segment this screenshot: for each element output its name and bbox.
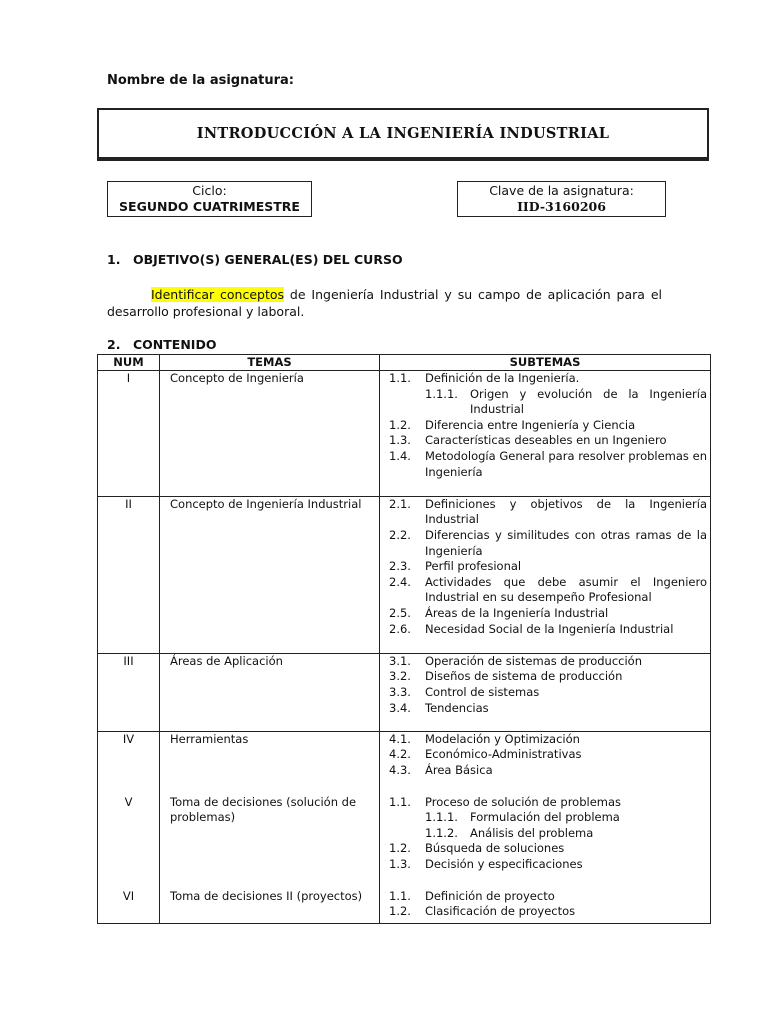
subtopic-text: Perfil profesional: [425, 559, 522, 574]
subtopic-text: Económico-Administrativas: [425, 747, 582, 762]
subtopic-item: [380, 810, 710, 826]
tema-block: [160, 497, 379, 653]
section-contenido-heading: [107, 337, 216, 352]
block-spacer: [98, 873, 159, 889]
subject-title: INTRODUCCIÓN A LA INGENIERÍA INDUSTRIAL: [196, 125, 610, 142]
subtopic-text: Definiciones y objetivos de la Ingeniería Industrial: [425, 496, 707, 527]
ciclo-value: SEGUNDO CUATRIMESTRE: [119, 199, 300, 214]
subtopic-item: [380, 669, 710, 685]
subtopic-item: [380, 559, 710, 575]
clave-value: IID-3160206: [517, 199, 606, 214]
subtopic-text: Proceso de solución de problemas: [425, 794, 622, 809]
subtopic-text: Decisión y especificaciones: [425, 856, 583, 871]
subtopic-number: 2.3.: [389, 559, 411, 574]
topic-title: Concepto de Ingeniería: [170, 371, 304, 385]
topic-title: Áreas de Aplicación: [170, 653, 283, 668]
row-num-cell: [98, 653, 160, 731]
section-number: 1.: [107, 252, 121, 267]
subtopic-number: 1.1.1.: [425, 386, 458, 401]
num-block: [98, 732, 159, 779]
subtopic-text: Modelación y Optimización: [425, 731, 580, 746]
subtopic-number: 1.2.: [389, 417, 411, 432]
subtopic-item: [380, 857, 710, 873]
subtopic-item: [380, 433, 710, 449]
subtopic-number: 4.1.: [389, 731, 411, 746]
table-row: [98, 653, 711, 731]
subtopic-number: 1.1.1.: [425, 810, 458, 825]
subtopic-list: [380, 654, 710, 716]
subject-label: Nombre de la asignatura:: [107, 73, 294, 88]
subtopic-text: Origen y evolución de la Ingeniería Industrial: [470, 386, 707, 417]
block-spacer: [98, 779, 159, 795]
clave-label: Clave de la asignatura:: [489, 183, 634, 198]
row-subtemas-cell: [380, 731, 711, 923]
table-header-row: [98, 355, 711, 371]
subtopic-text: Características deseables en un Ingeniero: [425, 433, 667, 448]
subtopic-number: 3.4.: [389, 700, 411, 715]
subtopic-text: Diferencia entre Ingeniería y Ciencia: [425, 417, 636, 432]
header-subtemas: SUBTEMAS: [380, 355, 711, 371]
subtopic-number: 2.5.: [389, 605, 411, 620]
row-num-cell: [98, 496, 160, 653]
subtopic-item: [380, 449, 710, 480]
subtopic-item: [380, 497, 710, 528]
subtopic-number: 1.3.: [389, 856, 411, 871]
table-row: [98, 496, 711, 653]
block-spacer: [160, 779, 379, 795]
subtopic-number: 1.4.: [389, 448, 411, 463]
subtopic-item: [380, 606, 710, 622]
topic-title: Toma de decisiones II (proyectos): [170, 888, 363, 903]
topic-title: Toma de decisiones (solución de problemas): [170, 794, 357, 825]
section-number: 2.: [107, 337, 121, 352]
subtopic-number: 3.3.: [389, 684, 411, 699]
subtopic-number: 1.2.: [389, 841, 411, 856]
clave-box: [457, 181, 666, 217]
section-title: OBJETIVO(S) GENERAL(ES) DEL CURSO: [133, 252, 403, 267]
subtopic-number: 4.2.: [389, 747, 411, 762]
subtopic-item: [380, 654, 710, 670]
subtopic-list: [380, 889, 710, 920]
subtopic-item: [380, 387, 710, 418]
subtopic-text: Búsqueda de soluciones: [425, 841, 565, 856]
block-spacer: [160, 873, 379, 889]
subtopic-list: [380, 497, 710, 637]
row-subtemas-cell: [380, 653, 711, 731]
table-row: [98, 371, 711, 497]
row-tema-cell: [160, 496, 380, 653]
subtopic-item: [380, 795, 710, 811]
ciclo-box: [107, 181, 312, 217]
tema-block: [160, 732, 379, 779]
subtopic-text: Diferencias y similitudes con otras ramas de la Ingeniería: [425, 527, 707, 558]
subtopic-item: [380, 418, 710, 434]
subtopic-item: [380, 904, 710, 920]
subtopic-item: [380, 685, 710, 701]
subtopic-item: [380, 763, 710, 779]
subtopic-number: 1.1.: [389, 888, 411, 903]
subtopic-item: [380, 747, 710, 763]
topic-number: VI: [122, 888, 135, 903]
subtopic-text: Formulación del problema: [470, 810, 620, 825]
row-num-cell: [98, 371, 160, 497]
topic-number: III: [123, 653, 134, 668]
subtopic-item: [380, 732, 710, 748]
subtopic-number: 2.2.: [389, 527, 411, 542]
tema-block: [160, 654, 379, 716]
subtopic-text: Área Básica: [425, 762, 493, 777]
num-block: [98, 889, 159, 920]
row-num-cell: [98, 731, 160, 923]
section-objetivo-heading: [107, 252, 403, 267]
subtopic-text: Necesidad Social de la Ingeniería Industrial: [425, 621, 674, 636]
subtopic-number: 1.2.: [389, 904, 411, 919]
header-num: NUM: [98, 355, 160, 371]
topic-title: Concepto de Ingeniería Industrial: [170, 496, 362, 511]
block-spacer: [380, 779, 710, 795]
subtopic-item: [380, 528, 710, 559]
tema-block: [160, 371, 379, 496]
subtopic-item: [380, 889, 710, 905]
highlighted-text: Identificar conceptos: [151, 287, 285, 302]
content-table: [97, 354, 711, 924]
subtopic-number: 1.1.2.: [425, 825, 458, 840]
row-tema-cell: [160, 653, 380, 731]
subtopic-number: 2.6.: [389, 621, 411, 636]
subtopic-text: Metodología General para resolver problemas en Ingeniería: [425, 448, 707, 479]
subtopic-text: Diseños de sistema de producción: [425, 669, 623, 684]
subtopic-list: [380, 732, 710, 779]
subtopic-number: 2.1.: [389, 496, 411, 511]
subtopic-item: [380, 701, 710, 717]
objective-text: de Ingeniería Industrial y su campo de aplicación para el desarrollo profesional y laboral.: [107, 287, 662, 319]
block-spacer: [380, 873, 710, 889]
subtopic-number: 3.2.: [389, 669, 411, 684]
subtopic-number: 2.4.: [389, 574, 411, 589]
row-subtemas-cell: [380, 371, 711, 497]
subtopic-text: Definición de proyecto: [425, 888, 555, 903]
num-block: [98, 497, 159, 653]
subtopic-text: Análisis del problema: [470, 825, 594, 840]
subtopic-text: Áreas de la Ingeniería Industrial: [425, 605, 609, 620]
subtopic-text: Clasificación de proyectos: [425, 904, 576, 919]
subtopic-number: 1.3.: [389, 433, 411, 448]
topic-title: Herramientas: [170, 731, 249, 746]
topic-number: I: [126, 371, 131, 385]
header-temas: TEMAS: [160, 355, 380, 371]
subtopic-number: 1.1.: [389, 794, 411, 809]
subtopic-item: [380, 575, 710, 606]
row-subtemas-cell: [380, 496, 711, 653]
subtopic-item: [380, 622, 710, 638]
table-body: [98, 371, 711, 924]
section-title: CONTENIDO: [133, 337, 217, 352]
subtopic-text: Tendencias: [425, 700, 489, 715]
subtopic-number: 4.3.: [389, 762, 411, 777]
objective-paragraph: [107, 286, 662, 320]
tema-block: [160, 795, 379, 873]
subtopic-text: Operación de sistemas de producción: [425, 653, 642, 668]
subtopic-item: [380, 826, 710, 842]
row-tema-cell: [160, 731, 380, 923]
tema-block: [160, 889, 379, 920]
topic-number: V: [124, 794, 133, 809]
subtopic-list: [380, 371, 710, 480]
subtopic-item: [380, 371, 710, 387]
subtopic-item: [380, 841, 710, 857]
topic-number: II: [125, 496, 132, 511]
table-row: [98, 731, 711, 923]
subtopic-number: 3.1.: [389, 653, 411, 668]
subtopic-text: Control de sistemas: [425, 684, 540, 699]
subtopic-text: Actividades que debe asumir el Ingeniero Industrial en su desempeño Profesional: [425, 574, 707, 605]
subtopic-text: Definición de la Ingeniería.: [425, 371, 580, 385]
num-block: [98, 654, 159, 716]
subtopic-number: 1.1.: [389, 371, 411, 385]
num-block: [98, 795, 159, 873]
subtopic-list: [380, 795, 710, 873]
topic-number: IV: [122, 731, 135, 746]
ciclo-label: Ciclo:: [192, 183, 227, 198]
num-block: [98, 371, 159, 496]
row-tema-cell: [160, 371, 380, 497]
